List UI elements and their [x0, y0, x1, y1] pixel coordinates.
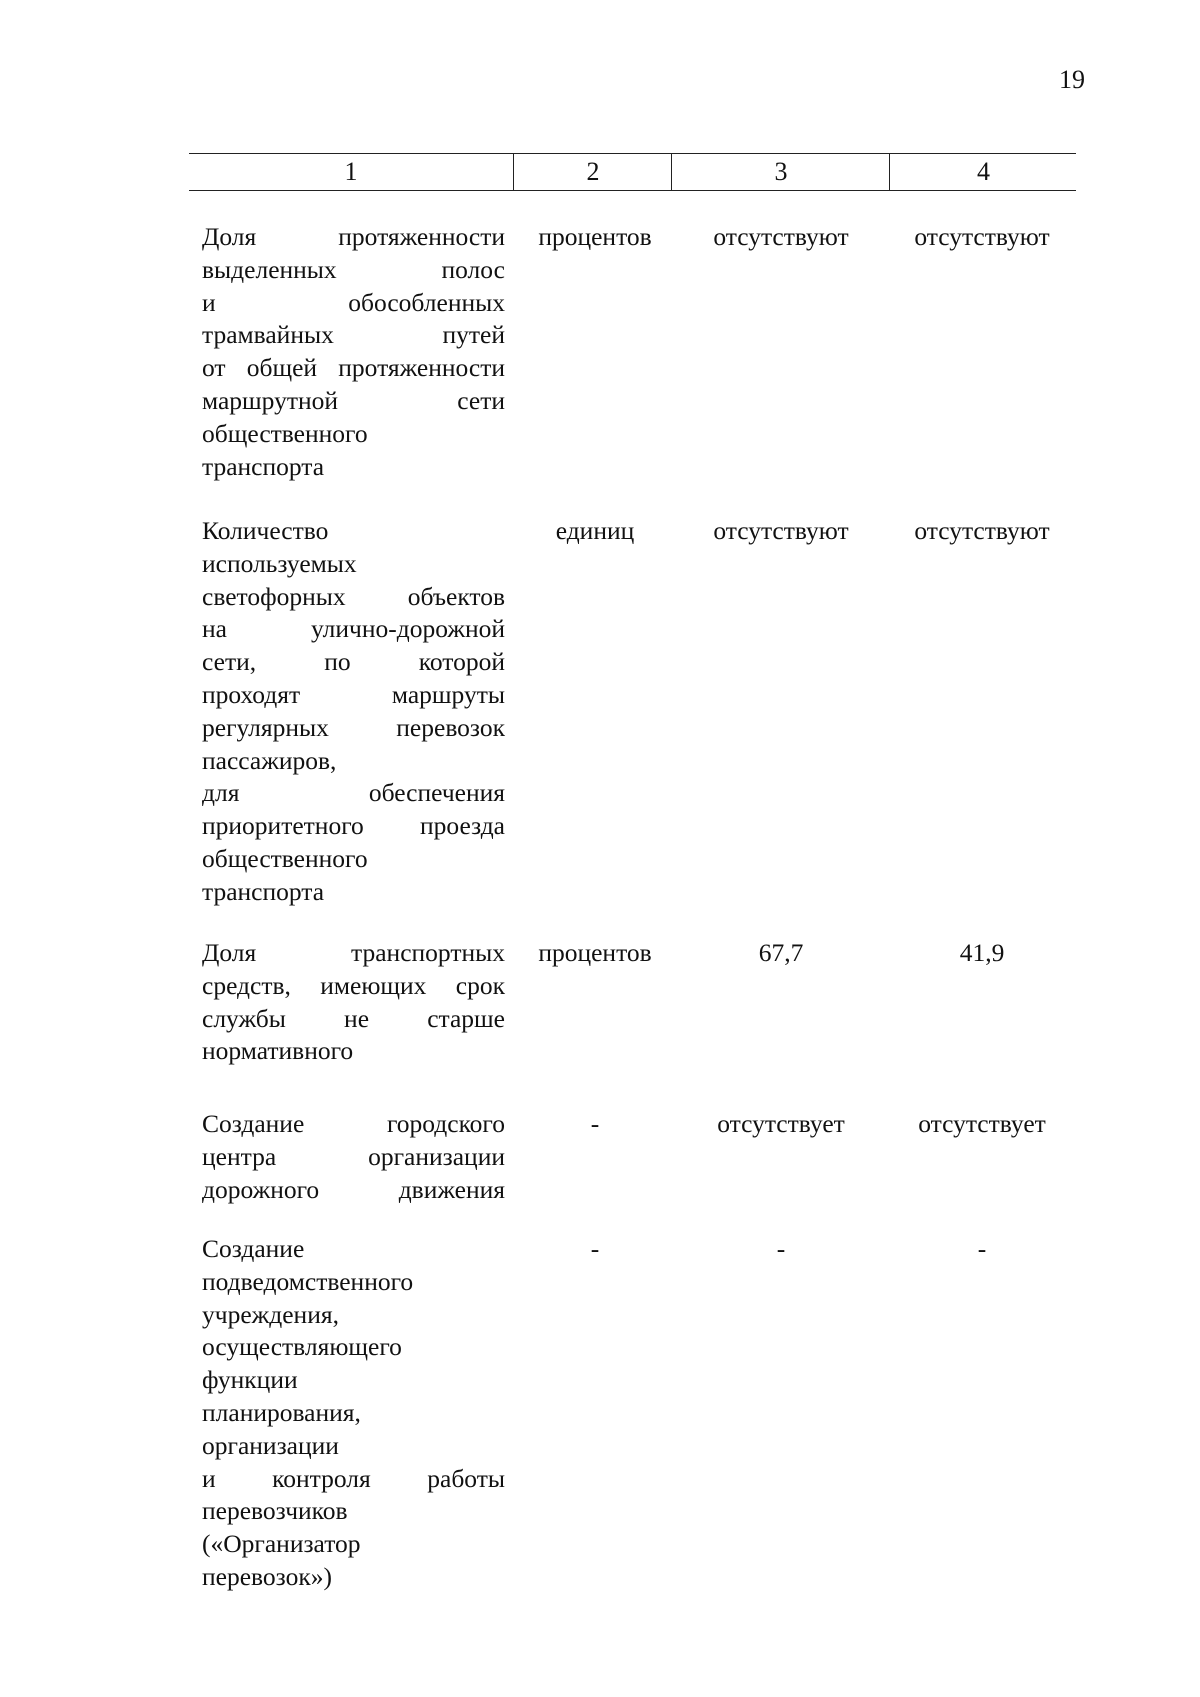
unit-cell: процентов: [538, 222, 652, 251]
value-col-4: отсутствуют: [914, 516, 1050, 545]
name-line: («Организатор: [202, 1529, 361, 1559]
table-header: [189, 153, 1076, 191]
name-line: Создание: [202, 1234, 305, 1263]
header-col-3: 3: [671, 154, 890, 190]
name-line: центра организации: [202, 1141, 505, 1171]
name-line: для обеспечения: [202, 778, 505, 808]
name-line: Доля транспортных: [202, 938, 505, 967]
name-line: планирования,: [202, 1397, 361, 1427]
value-col-4: отсутствует: [918, 1109, 1046, 1138]
unit-cell: -: [590, 1234, 600, 1263]
name-line: выделенных полос: [202, 254, 505, 284]
indicator-name: [202, 937, 505, 1068]
indicator-name: [202, 221, 505, 483]
name-line: используемых: [202, 548, 357, 578]
name-line: и контроля работы: [202, 1463, 505, 1493]
name-line: общественного: [202, 418, 368, 448]
name-line: сети, по которой: [202, 647, 505, 677]
indicator-name: [202, 1108, 505, 1206]
value-col-4: отсутствуют: [914, 222, 1050, 251]
value-col-4: -: [977, 1234, 987, 1263]
value-col-4: 41,9: [959, 938, 1005, 967]
name-line: подведомственного: [202, 1266, 414, 1296]
value-col-3: -: [776, 1234, 786, 1263]
unit-cell: процентов: [538, 938, 652, 967]
name-line: приоритетного проезда: [202, 811, 505, 841]
name-line: общественного: [202, 843, 368, 873]
name-line: организации: [202, 1430, 339, 1460]
value-col-3: отсутствует: [717, 1109, 845, 1138]
unit-cell: единиц: [555, 516, 635, 545]
indicator-name: [202, 515, 505, 909]
name-line: трамвайных путей: [202, 320, 505, 350]
name-line: Доля протяженности: [202, 222, 505, 251]
indicator-name: [202, 1233, 505, 1594]
name-line: светофорных объектов: [202, 581, 505, 611]
name-line: перевозчиков: [202, 1496, 348, 1526]
name-line: транспорта: [202, 876, 325, 906]
name-line: и обособленных: [202, 287, 505, 317]
value-col-3: отсутствуют: [713, 516, 849, 545]
name-line: на улично-дорожной: [202, 614, 505, 644]
name-line: транспорта: [202, 451, 325, 481]
name-line: регулярных перевозок: [202, 712, 505, 742]
page-number: 19: [1059, 65, 1085, 94]
header-col-4: 4: [889, 154, 1077, 190]
name-line: службы не старше: [202, 1003, 505, 1033]
name-line: учреждения,: [202, 1299, 339, 1329]
name-line: Количество: [202, 516, 329, 545]
name-line: функции: [202, 1365, 298, 1395]
value-col-3: 67,7: [758, 938, 804, 967]
name-line: проходят маршруты: [202, 679, 505, 709]
name-line: средств, имеющих срок: [202, 970, 505, 1000]
name-line: осуществляющего: [202, 1332, 402, 1362]
value-col-3: отсутствуют: [713, 222, 849, 251]
header-col-1: 1: [344, 157, 358, 186]
header-col-2: 2: [513, 154, 672, 190]
unit-cell: -: [590, 1109, 600, 1138]
name-line: дорожного движения: [202, 1174, 505, 1204]
name-line: Создание городского: [202, 1109, 505, 1138]
name-line: перевозок»): [202, 1561, 332, 1591]
name-line: маршрутной сети: [202, 385, 505, 415]
name-line: от общей протяженности: [202, 353, 505, 383]
name-line: пассажиров,: [202, 745, 337, 775]
name-line: нормативного: [202, 1036, 354, 1066]
